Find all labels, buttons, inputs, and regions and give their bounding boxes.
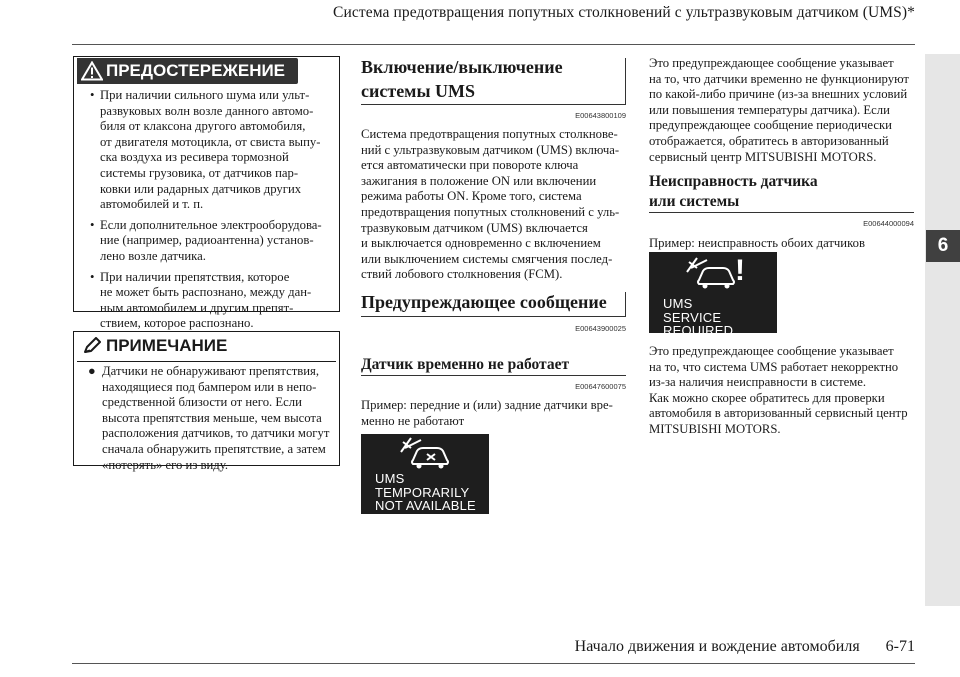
onoff-paragraph [361, 127, 631, 283]
heading-line: системы UMS [361, 80, 475, 101]
section-code: E00647600075 [575, 382, 626, 391]
warning-item [90, 88, 338, 213]
temp-example-paragraph [361, 398, 631, 429]
text-line: При наличии сильного шума или ульт- [100, 88, 310, 102]
text-line: «потерять» его из виду. [102, 457, 228, 472]
text-line: Это предупреждающее сообщение указывает [649, 344, 894, 358]
text-line: Система предотвращения попутных столкнове- [361, 127, 618, 141]
car-sensor-off-icon [393, 436, 453, 470]
text-line: предупреждающее сообщение периодически [649, 118, 892, 133]
subheading-temp-unavailable: Датчик временно не работает [361, 355, 626, 376]
heading-line: Предупреждающее сообщение [361, 292, 607, 312]
warning-list [90, 88, 338, 337]
subheading-sensor-fault [649, 172, 914, 213]
text-line: развуковых волн возле данного автомо- [100, 103, 314, 118]
display-line: NOT AVAILABLE [375, 498, 476, 513]
text-line: находящиеся под бампером или в непо- [102, 379, 317, 394]
text-line: или выключением системы смягчения послед- [361, 251, 613, 266]
bullet: ● [88, 364, 96, 378]
text-line: средственной близости от него. Если [102, 395, 302, 410]
text-line: из-за наличия неисправности в системе. [649, 375, 867, 390]
text-line: на то, что система UMS работает некорректно [649, 359, 899, 374]
section-heading-onoff [361, 56, 626, 105]
section-code: E00643900025 [575, 324, 626, 333]
text-line: ска воздуха из ресивера тормозной [100, 150, 289, 165]
note-header-rule [77, 361, 336, 362]
text-line: на то, что датчики временно не функционируют [649, 71, 909, 86]
text-line: Пример: передние и (или) задние датчики вре- [361, 398, 613, 412]
car-sensor-warning-icon [679, 256, 739, 290]
chapter-number-badge: 6 [926, 230, 960, 262]
text-line: ний с ультразвуковым датчиком (UMS) включа- [361, 142, 620, 157]
text-line: ным автомобилем и другим препят- [100, 300, 294, 315]
text-line: системы грузовика, от датчиков пар- [100, 165, 299, 180]
text-line: предотвращения попутных столкновений с уль- [361, 204, 620, 219]
ums-temporarily-unavailable-display [361, 434, 489, 514]
display-line: TEMPORARILY [375, 484, 470, 500]
warning-item [90, 218, 338, 265]
text-line: При наличии препятствия, которое [100, 269, 290, 284]
display-line: UMS [375, 471, 405, 486]
text-line: сервисный центр MITSUBISHI MOTORS. [649, 149, 877, 164]
heading-line: Неисправность датчика [649, 173, 818, 190]
temp-explanation-paragraph [649, 56, 919, 165]
text-line: биля от клаксона другого автомобиля, [100, 119, 306, 134]
note-text [88, 364, 338, 473]
text-line: MITSUBISHI MOTORS. [649, 421, 781, 436]
text-line: менно не работают [361, 413, 465, 428]
text-line: Датчики не обнаруживают препятствия, [102, 364, 320, 378]
text-line: и выключается одновременно с включением [361, 236, 601, 251]
section-code: E00643800109 [575, 111, 626, 120]
chapter-side-tab [925, 54, 960, 606]
pencil-note-icon [82, 337, 102, 355]
text-line: ние (например, радиоантенна) установ- [100, 233, 314, 248]
fault-explanation-paragraph [649, 344, 919, 438]
text-line: ется автоматически при повороте ключа [361, 158, 579, 173]
text-line: тразвуковым датчиком (UMS) включается [361, 220, 588, 235]
note-header [77, 333, 282, 359]
bullet: • [90, 217, 95, 232]
heading-rule-vertical [625, 292, 626, 317]
text-line: лено возле датчика. [100, 248, 206, 263]
text-line: по какой-либо причине (из-за внешних условий [649, 87, 908, 102]
note-title: ПРИМЕЧАНИЕ [106, 336, 228, 355]
heading-rule-vertical [625, 58, 626, 105]
heading-line: или системы [649, 193, 740, 210]
page-footer [415, 638, 915, 656]
warning-header [77, 58, 298, 84]
warning-title: ПРЕДОСТЕРЕЖЕНИЕ [106, 61, 286, 80]
page-header-title: Система предотвращения попутных столкновений с ультразвуковым датчиком (UMS)* [333, 4, 915, 21]
text-line: ствий лобового столкновения (FCM). [361, 267, 563, 282]
ums-service-required-display [649, 252, 777, 338]
text-line: автомобилей и т. п. [100, 197, 204, 212]
text-line: не может быть распознано, между дан- [100, 285, 312, 300]
page-number: 6-71 [885, 638, 915, 655]
text-line: зажигания в положение ON или включении [361, 173, 597, 188]
text-line: Как можно скорее обратитесь для проверки [649, 390, 885, 405]
display-message [375, 472, 476, 513]
text-line: расположения датчиков, то датчики могут [102, 426, 330, 441]
text-line: от двигателя мотоцикла, от свиста выпу- [100, 134, 321, 149]
text-line: автомобиля в авторизованный сервисный центр [649, 406, 908, 421]
footer-rule [72, 663, 915, 664]
bullet: • [90, 269, 95, 284]
footer-section: Начало движения и вождение автомобиля [574, 638, 860, 655]
bullet: • [90, 88, 95, 102]
display-line: UMS [663, 296, 693, 311]
text-line: сначала обнаружить препятствие, а затем [102, 441, 326, 456]
heading-line: Включение/выключение [361, 57, 563, 77]
text-line: или повышения температуры датчика). Если [649, 102, 890, 117]
warning-exclamation: ! [735, 254, 745, 287]
text-line: Это предупреждающее сообщение указывает [649, 56, 894, 70]
display-line: SERVICE REQUIRED [663, 309, 734, 338]
header-rule [72, 44, 915, 45]
warning-item [90, 270, 338, 332]
text-line: ковки или радарных датчиков других [100, 181, 302, 196]
text-line: отображается, обратитесь в авторизованный [649, 133, 889, 148]
section-heading-warning-message [361, 290, 626, 317]
text-line: высота препятствия меньше, чем высота [102, 410, 322, 425]
text-line: ствием, которое распознано. [100, 316, 254, 331]
display-message [663, 297, 777, 338]
fault-example: Пример: неисправность обоих датчиков [649, 236, 865, 250]
note-box [73, 331, 340, 472]
text-line: режима работы ON. Кроме того, система [361, 189, 582, 204]
section-code: E00644000094 [863, 219, 914, 228]
warning-triangle-icon [81, 61, 103, 81]
text-line: Если дополнительное электрооборудова- [100, 217, 322, 232]
warning-box [73, 56, 340, 331]
